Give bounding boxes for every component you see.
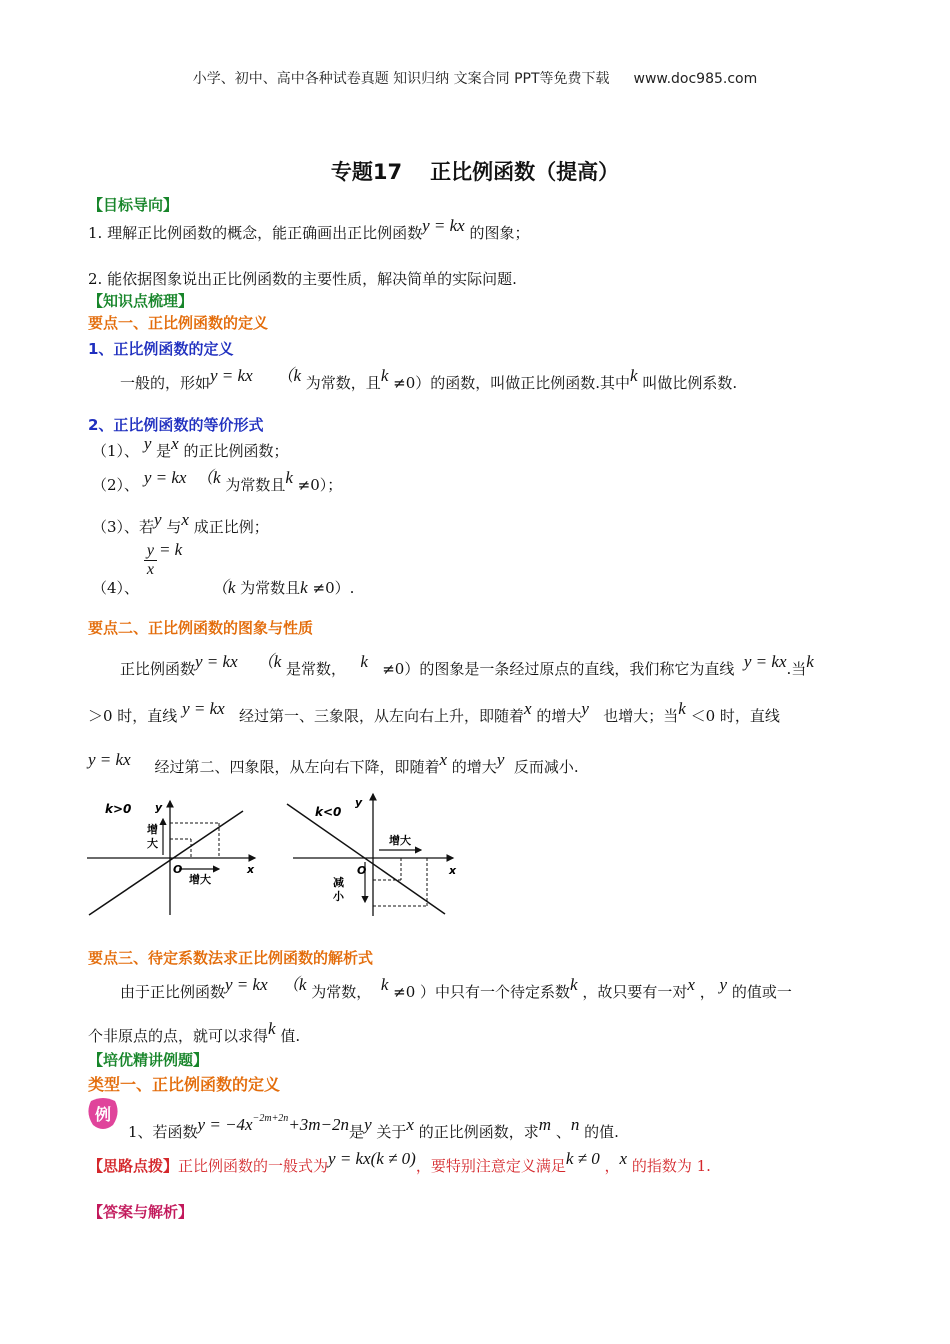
point2-heading: 要点二、正比例函数的图象与性质 bbox=[88, 619, 314, 637]
y-label: y bbox=[155, 801, 163, 814]
origin-label: O bbox=[173, 863, 183, 876]
point1-definition: 一般的，形如y = kx （k 为常数，且k ≠0）的函数，叫做正比例函数.其中k 叫做比例系数. bbox=[120, 366, 738, 392]
x-label: x bbox=[449, 864, 457, 877]
formula-y-kx: y = kx bbox=[422, 216, 465, 235]
equiv-form-2: （2）、 y = kx （k 为常数且k ≠0）； bbox=[92, 468, 343, 494]
page-title bbox=[0, 156, 950, 186]
point2-line1: 正比例函数y = kx （k 是常数， k ≠0）的图象是一条经过原点的直线，我们称它为直线 y = kx.当k bbox=[120, 652, 814, 678]
right-label: 增大 bbox=[389, 834, 411, 847]
up-label-2: 大 bbox=[147, 837, 158, 850]
point1-sub2: 2、正比例函数的等价形式 bbox=[88, 416, 264, 434]
point1-heading: 要点一、正比例函数的定义 bbox=[88, 314, 269, 332]
point2-line2: ＞0 时，直线 y = kx 经过第一、三象限，从左向右上升，即随着x 的增大y 也增大；当k ＜0 时，直线 bbox=[88, 699, 780, 725]
x-label: x bbox=[247, 863, 255, 876]
goal-item-1: 1. 理解正比例函数的概念，能正确画出正比例函数y = kx 的图象； bbox=[88, 216, 530, 242]
header-site-link[interactable]: www.doc985.com bbox=[633, 71, 758, 87]
y-label: y bbox=[355, 796, 363, 809]
goal-item-2: 2. 能依据图象说出正比例函数的主要性质，解决简单的实际问题. bbox=[88, 270, 517, 288]
point1-sub1: 1、正比例函数的定义 bbox=[88, 340, 234, 358]
equiv-form-1: （1）、 y 是x 的正比例函数； bbox=[92, 434, 289, 460]
down-label-2: 小 bbox=[333, 890, 344, 903]
example-badge bbox=[87, 1097, 119, 1131]
answer-heading: 【答案与解析】 bbox=[88, 1203, 194, 1221]
origin-label: O bbox=[357, 864, 367, 877]
point2-line3: y = kx 经过第二、四象限，从左向右下降，即随着x 的增大y 反而减小. bbox=[88, 750, 579, 776]
k-label: k>0 bbox=[105, 802, 132, 816]
type1-heading: 类型一、正比例函数的定义 bbox=[88, 1075, 281, 1094]
title-part1: 专题17 bbox=[330, 160, 403, 184]
line-kx-falling bbox=[287, 804, 445, 914]
example-1-hint: 【思路点拨】正比例函数的一般式为y = kx(k ≠ 0)，要特别注意定义满足k ≠ 0 ，x 的指数为 1. bbox=[88, 1149, 711, 1175]
equiv-form-4: （4）、 $\frac{y}{x}$ = k （k 为常数且k ≠0）. bbox=[92, 539, 355, 597]
up-label-1: 增 bbox=[147, 823, 158, 836]
line-kx-rising bbox=[89, 811, 243, 915]
point3-line1: 由于正比例函数y = kx （k 为常数， k ≠0 ）中只有一个待定系数k ，故只要有一对x ， y 的值或一 bbox=[120, 975, 792, 1001]
example-1-question: 1、若函数$y = -4x^{-2m+2n}+3m-2n$是y 关于x 的正比例函数，求m 、n 的值. bbox=[128, 1113, 619, 1141]
graph-k-positive bbox=[85, 795, 265, 920]
fraction-y-over-x: $\frac{y}{x}$ bbox=[144, 542, 157, 579]
header-text: 小学、初中、高中各种试卷真题 知识归纳 文案合同 PPT等免费下载 bbox=[192, 71, 610, 87]
equiv-form-3: （3）、若y 与x 成正比例； bbox=[92, 510, 269, 536]
down-label-1: 减 bbox=[333, 876, 344, 889]
k-label: k<0 bbox=[315, 805, 342, 819]
goals-heading: 【目标导向】 bbox=[88, 196, 179, 214]
graph-k-negative bbox=[285, 790, 465, 920]
knowledge-heading: 【知识点梳理】 bbox=[88, 292, 194, 310]
right-label: 增大 bbox=[189, 873, 211, 886]
point3-line2: 个非原点的点，就可以求得k 值. bbox=[88, 1019, 301, 1045]
title-part2: 正比例函数（提高） bbox=[430, 160, 620, 184]
example-badge-icon bbox=[87, 1097, 119, 1131]
svg-text:例: 例 bbox=[94, 1105, 112, 1124]
examples-heading: 【培优精讲例题】 bbox=[88, 1051, 209, 1069]
site-header bbox=[0, 68, 950, 88]
point3-heading: 要点三、待定系数法求正比例函数的解析式 bbox=[88, 949, 374, 967]
